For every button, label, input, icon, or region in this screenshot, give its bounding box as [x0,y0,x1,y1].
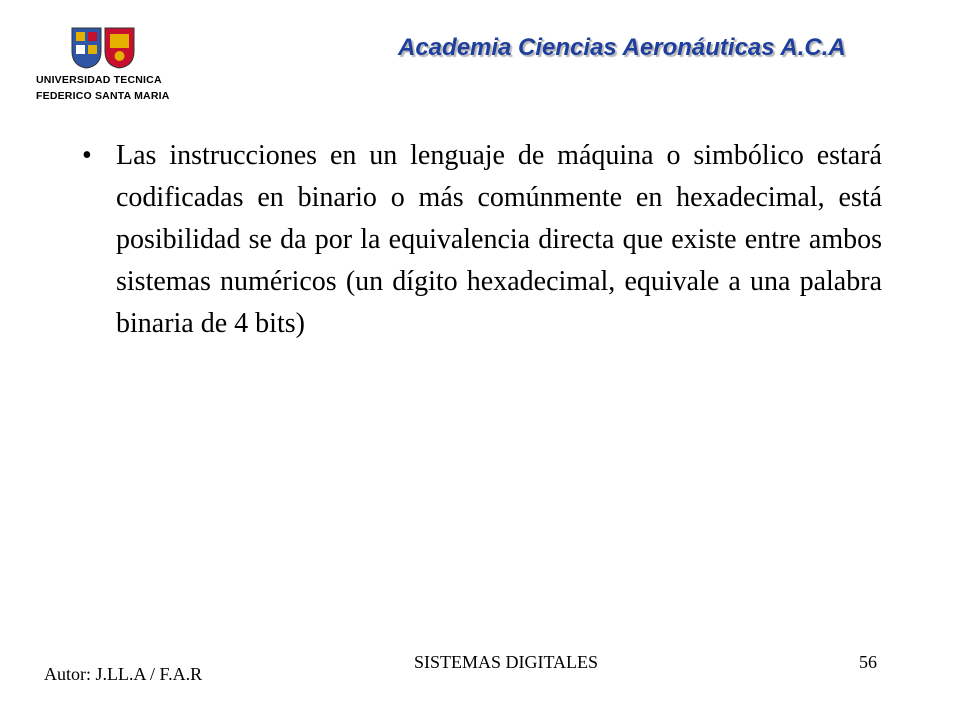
university-shield-icon [70,26,136,70]
shield-quadrant-icon [76,32,85,41]
footer-course-name: SISTEMAS DIGITALES [414,652,599,672]
slide-content [82,135,882,345]
shield-quadrant-icon [88,32,97,41]
bullet-icon: • [82,140,92,171]
bullet-item [82,135,882,345]
logo-line-1: UNIVERSIDAD TECNICA [36,74,162,86]
university-logo [36,26,176,102]
shield-quadrant-icon [76,45,85,54]
footer-author: Autor: J.LL.A / F.A.R [44,664,203,684]
shield-emblem-icon [110,34,129,48]
shield-quadrant-icon [88,45,97,54]
logo-line-2: FEDERICO SANTA MARIA [36,90,170,102]
academy-title: Academia Ciencias Aeronáuticas A.C.A [398,34,846,61]
page-number: 56 [859,652,877,672]
shield-emblem-icon [115,51,125,61]
bullet-text: Las instrucciones en un lenguaje de máquina o simbólico estará codificadas en binario o más comúnmente en hexadecimal, está posibilidad se da por la equivalencia directa que existe entre ambos sistemas numéricos (un dígito hexadecimal, equivale a una palabra binaria de 4 bits) [116,140,882,339]
